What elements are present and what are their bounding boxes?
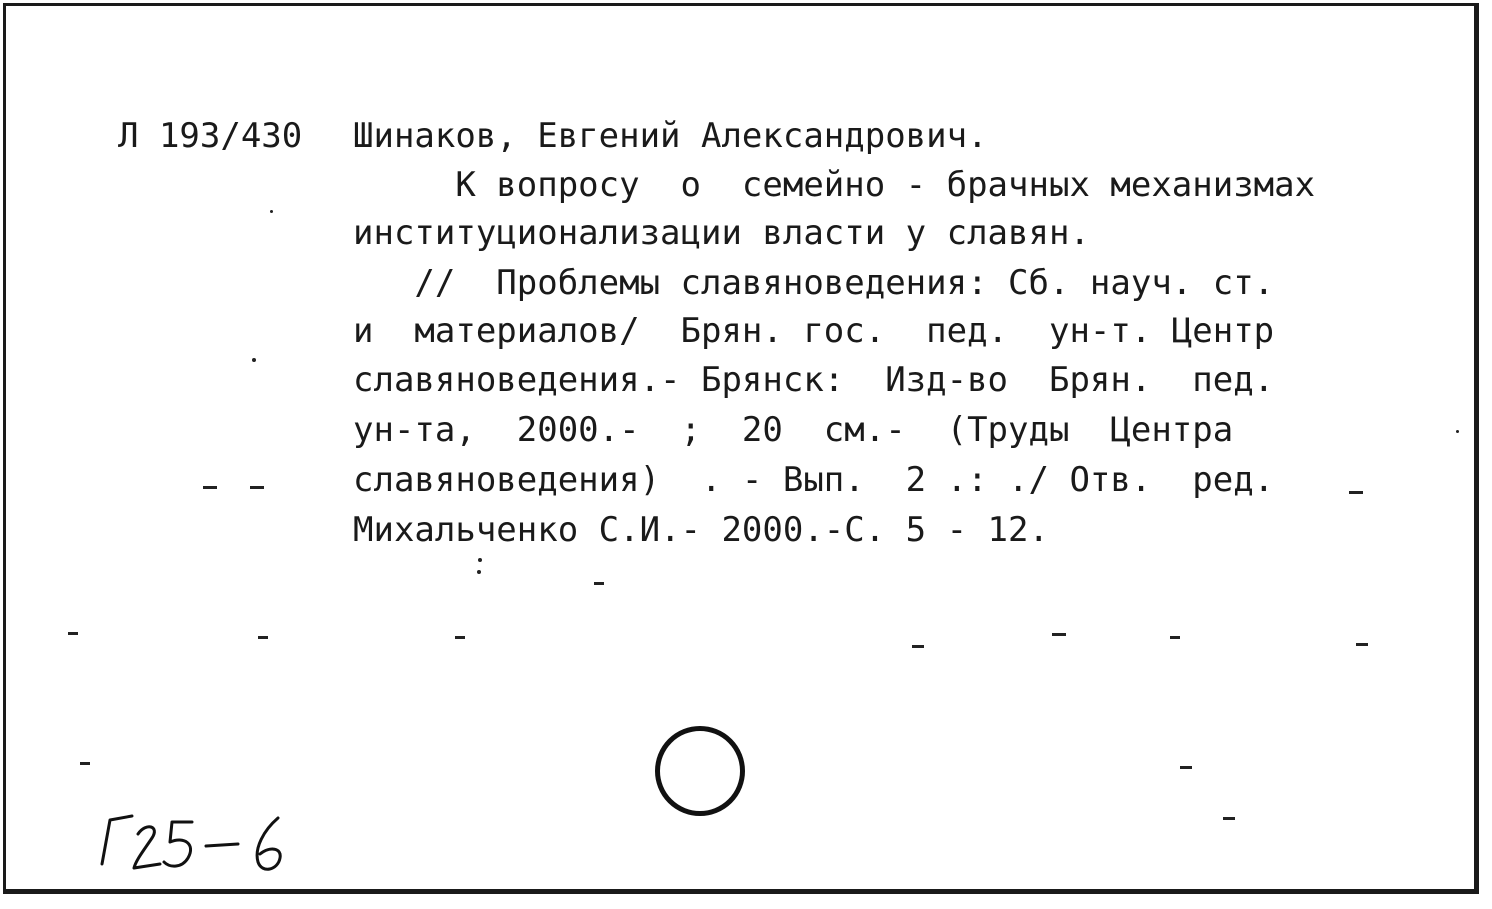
scan-speck	[80, 762, 90, 765]
scan-speck	[1170, 636, 1180, 639]
source-line-6: Михальченко С.И.- 2000.-С. 5 - 12.	[353, 510, 1049, 550]
scan-speck	[594, 582, 604, 585]
scan-speck	[258, 636, 268, 639]
scan-speck	[252, 358, 256, 362]
scan-speck	[1456, 430, 1459, 433]
source-line-4: ун-та, 2000.- ; 20 см.- (Труды Центра	[353, 410, 1234, 450]
scan-speck	[912, 645, 924, 648]
source-line-5: славяноведения) . - Вып. 2 .: ./ Отв. ред.	[353, 460, 1275, 500]
title-line-2: институционализации власти у славян.	[353, 213, 1090, 253]
source-line-2: и материалов/ Брян. гос. пед. ун-т. Центр	[353, 311, 1275, 351]
scan-speck	[270, 210, 273, 213]
author-heading: Шинаков, Евгений Александрович.	[353, 116, 988, 156]
scan-speck	[478, 558, 482, 562]
source-line-1: // Проблемы славяноведения: Сб. науч. ст.	[353, 263, 1275, 303]
scan-speck	[1356, 643, 1368, 646]
source-line-3: славяноведения.- Брянск: Изд-во Брян. пед.	[353, 360, 1275, 400]
scan-speck	[1223, 817, 1235, 820]
call-number: Л 193/430	[118, 116, 303, 156]
punch-hole-icon	[655, 726, 745, 816]
title-line-1: К вопросу о семейно - брачных механизмах	[353, 165, 1316, 205]
scan-speck	[477, 570, 481, 574]
scan-speck	[250, 486, 264, 489]
scan-speck	[1052, 633, 1066, 636]
scan-speck	[1180, 766, 1192, 769]
scan-speck	[1349, 491, 1363, 494]
scan-speck	[68, 632, 78, 635]
scan-speck	[203, 486, 217, 489]
handwritten-shelfmark	[88, 804, 308, 884]
scan-speck	[455, 636, 465, 639]
